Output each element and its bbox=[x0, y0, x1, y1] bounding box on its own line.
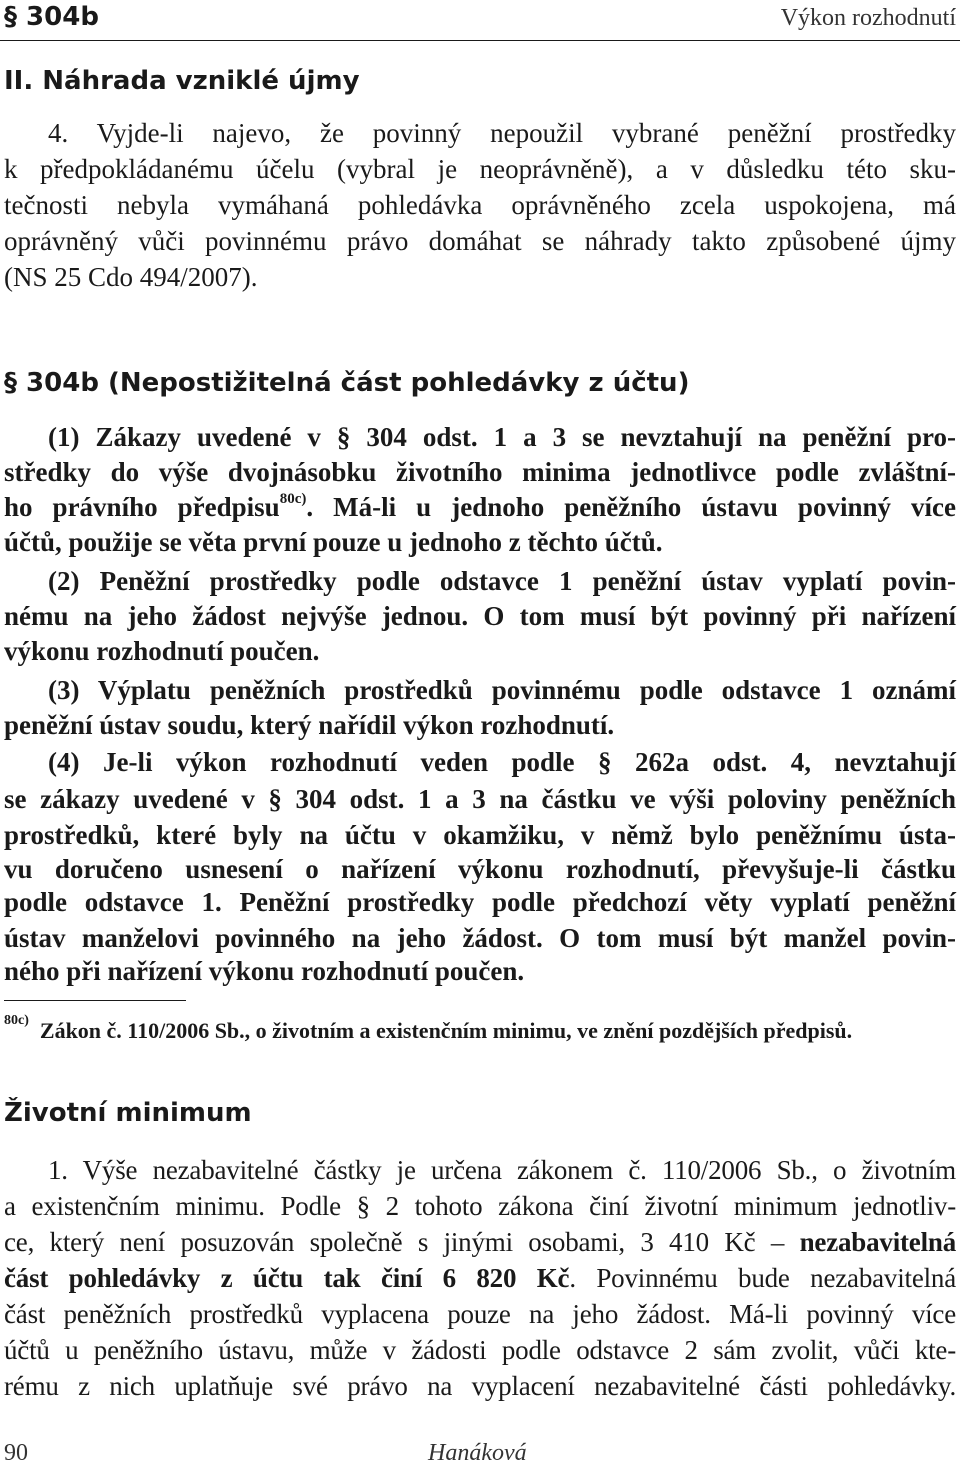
footnote bbox=[4, 1012, 956, 1046]
statute-line: ústav manželovi povinného na jeho žádost. O tom musí být manžel povin- bbox=[4, 923, 956, 953]
statute-line: vu doručeno usnesení o nařízení výkonu rozhodnutí, převyšuje-li částku bbox=[4, 854, 956, 884]
paragraph-heading: § 304b (Nepostižitelná část pohledávky z účtu) bbox=[4, 368, 690, 398]
commentary-heading: Životní minimum bbox=[4, 1098, 252, 1128]
text-fragment: . Povinnému bude nezabavitelná bbox=[569, 1263, 956, 1293]
text-line: rému z nich uplatňuje své právo na vyplacení nezabavitelné části pohledávky. bbox=[4, 1371, 956, 1401]
footnote-mark: 80c) bbox=[4, 1012, 29, 1028]
running-header-section: § 304b bbox=[4, 2, 99, 32]
statute-line bbox=[4, 491, 956, 524]
header-divider bbox=[0, 40, 960, 41]
statute-line: se zákazy uvedené v § 304 odst. 1 a 3 na částku ve výši poloviny peněžních bbox=[4, 784, 956, 814]
text-line: část peněžních prostředků vyplacena pouze na jeho žádost. Má-li povinný více bbox=[4, 1299, 956, 1329]
statute-line: (2) Peněžní prostředky podle odstavce 1 peněžní ústav vyplatí povin- bbox=[48, 566, 956, 596]
text-line: 1. Výše nezabavitelné částky je určena zákonem č. 110/2006 Sb., o životním bbox=[48, 1155, 956, 1185]
text-line: tečnosti nebyla vymáhaná pohledávka oprávněného zcela uspokojena, má bbox=[4, 190, 956, 220]
statute-line: peněžní ústav soudu, který nařídil výkon rozhodnutí. bbox=[4, 710, 615, 740]
statute-line: účtů, použije se věta první pouze u jednoho z těchto účtů. bbox=[4, 527, 663, 557]
statute-fragment: . Má-li u jednoho peněžního ústavu povinný více bbox=[306, 492, 956, 522]
footnote-text: Zákon č. 110/2006 Sb., o životním a existenčním minimu, ve znění pozdějších předpisů. bbox=[39, 1018, 853, 1043]
text-line: 4. Vyjde-li najevo, že povinný nepoužil vybrané peněžní prostředky bbox=[48, 118, 956, 148]
text-line: oprávněný vůči povinnému právo domáhat se náhrady takto způsobené újmy bbox=[4, 226, 956, 256]
statute-line: (1) Zákazy uvedené v § 304 odst. 1 a 3 se nevztahují na peněžní pro- bbox=[48, 422, 956, 452]
text-line: (NS 25 Cdo 494/2007). bbox=[4, 262, 258, 292]
footnote-divider bbox=[4, 1000, 186, 1001]
running-header-chapter: Výkon rozhodnutí bbox=[780, 5, 956, 31]
statute-line: podle odstavce 1. Peněžní prostředky podle předchozí věty vyplatí peněžní bbox=[4, 887, 956, 917]
text-line bbox=[4, 1262, 956, 1295]
statute-line: (3) Výplatu peněžních prostředků povinnému podle odstavce 1 oznámí bbox=[48, 675, 956, 705]
page-number: 90 bbox=[4, 1440, 28, 1466]
footnote-reference: 80c) bbox=[279, 491, 307, 507]
statute-line: ného při nařízení výkonu rozhodnutí poučen. bbox=[4, 956, 525, 986]
emphasis-text: nezabavitelná bbox=[799, 1227, 956, 1257]
statute-line: (4) Je-li výkon rozhodnutí veden podle § 262a odst. 4, nevztahují bbox=[48, 747, 956, 777]
text-line: účtů u peněžního ústavu, může v žádosti podle odstavce 2 sám zvolit, vůči kte- bbox=[4, 1335, 956, 1365]
statute-line: výkonu rozhodnutí poučen. bbox=[4, 636, 320, 666]
text-line: a existenčním minimu. Podle § 2 tohoto zákona činí životní minimum jednotliv- bbox=[4, 1191, 956, 1221]
emphasis-text: část pohledávky z účtu tak činí 6 820 Kč bbox=[4, 1263, 570, 1293]
text-line bbox=[4, 1226, 956, 1259]
statute-line: středky do výše dvojnásobku životního minima jednotlivce podle zvláštní- bbox=[4, 457, 956, 487]
footer-author: Hanáková bbox=[428, 1440, 527, 1466]
section-heading: II. Náhrada vzniklé újmy bbox=[4, 66, 360, 96]
statute-line: nému na jeho žádost nejvýše jednou. O tom musí být povinný při nařízení bbox=[4, 601, 956, 631]
text-fragment: ce, který není posuzován společně s jinými osobami, 3 410 Kč – bbox=[4, 1227, 785, 1257]
statute-line: prostředků, které byly na účtu v okamžiku, v němž bylo peněžnímu ústa- bbox=[4, 820, 956, 850]
statute-fragment: ho právního předpisu bbox=[4, 492, 280, 522]
text-line: k předpokládanému účelu (vybral je neoprávněně), a v důsledku této sku- bbox=[4, 154, 956, 184]
